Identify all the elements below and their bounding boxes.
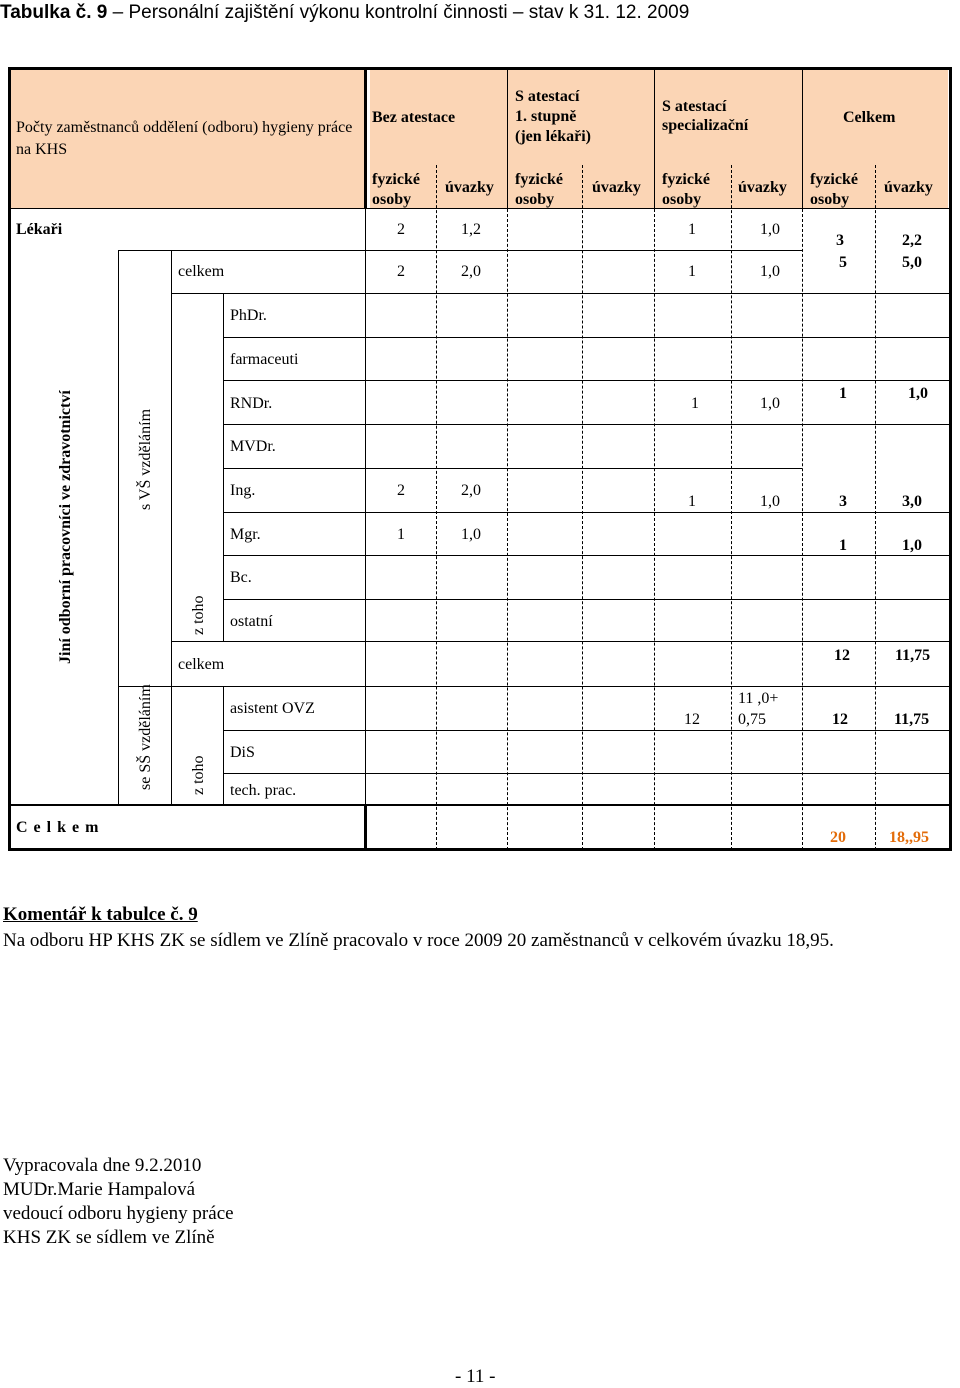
signature-line4: KHS ZK se sídlem ve Zlíně xyxy=(3,1227,215,1248)
celkem1-spec-uv: 1,0 xyxy=(760,263,780,280)
divider-total xyxy=(364,804,367,850)
mgr-bez-uv: 1,0 xyxy=(461,526,481,543)
celkem1-cel-uv: 5,0 xyxy=(902,254,922,271)
header-uv-4: úvazky xyxy=(884,179,933,196)
row-line-11 xyxy=(118,686,949,687)
row-rndr-label: RNDr. xyxy=(230,395,273,412)
mgr-cel-fo: 1 xyxy=(839,537,847,554)
row-celkem1-label: celkem xyxy=(178,263,225,280)
lekari-bez-fo: 2 xyxy=(397,221,405,238)
row-total-label: C e l k e m xyxy=(16,819,100,836)
row-line-6 xyxy=(223,468,802,469)
header-spec: S atestací specializační xyxy=(662,98,749,134)
row-line-10 xyxy=(171,641,949,642)
asistent-spec-uv-line1: 11 ,0+ xyxy=(738,690,779,707)
total-uv: 18,,95 xyxy=(889,829,929,846)
mgr-bez-fo: 1 xyxy=(397,526,405,543)
row-ing-label: Ing. xyxy=(230,482,256,499)
row-phdr-label: PhDr. xyxy=(230,307,267,324)
asistent-spec-fo: 12 xyxy=(684,711,700,728)
header-s1-line2: 1. stupně xyxy=(515,108,577,125)
label-se-ss: se SŠ vzděláním xyxy=(137,684,154,790)
table-title-bold: Tabulka č. 9 xyxy=(0,2,108,23)
struct-v3 xyxy=(223,293,224,641)
celkem1-bez-uv: 2,0 xyxy=(461,263,481,280)
header-fo-3: fyzické osoby xyxy=(662,171,710,208)
row-line-9 xyxy=(223,599,949,600)
row-line-12 xyxy=(223,730,949,731)
border-top xyxy=(8,67,952,70)
row-line-8 xyxy=(223,555,949,556)
border-left xyxy=(8,67,11,851)
row-dis-label: DiS xyxy=(230,744,255,761)
total-fo: 20 xyxy=(830,829,846,846)
dash-5 xyxy=(731,165,732,850)
dash-1 xyxy=(436,165,437,850)
row-line-13 xyxy=(223,773,949,774)
divider-header xyxy=(364,67,367,209)
row-bc-label: Bc. xyxy=(230,569,252,586)
dash-6 xyxy=(802,209,803,850)
header-s1-line1: S atestací xyxy=(515,88,580,105)
ing-cel-fo: 3 xyxy=(839,493,847,510)
signature-line3: vedoucí odboru hygieny práce xyxy=(3,1203,234,1224)
signature-line1: Vypracovala dne 9.2.2010 xyxy=(3,1155,202,1176)
lekari-bez-uv: 1,2 xyxy=(461,221,481,238)
lekari-spec-fo: 1 xyxy=(688,221,696,238)
ing-cel-uv: 3,0 xyxy=(902,493,922,510)
ing-bez-uv: 2,0 xyxy=(461,482,481,499)
comment-heading: Komentář k tabulce č. 9 xyxy=(3,904,198,925)
header-uv-3: úvazky xyxy=(738,179,787,196)
header-fo-4: fyzické osoby xyxy=(810,171,858,208)
struct-v2 xyxy=(171,250,172,804)
rndr-spec-uv: 1,0 xyxy=(760,395,780,412)
asistent-cel-uv: 11,75 xyxy=(894,711,930,728)
row-celkem2-label: celkem xyxy=(178,656,225,673)
hdr-div-2 xyxy=(654,67,655,209)
celkem1-bez-fo: 2 xyxy=(397,263,405,280)
label-jini-pracovnici: Jiní odborní pracovníci ve zdravotnictví xyxy=(57,390,74,665)
signature-line2: MUDr.Marie Hampalová xyxy=(3,1179,196,1200)
label-z-toho-1: z toho xyxy=(190,595,207,635)
row-line-5 xyxy=(223,424,949,425)
header-uv-2: úvazky xyxy=(592,179,641,196)
row-line-7 xyxy=(223,512,949,513)
lekari-cel-fo: 3 xyxy=(836,232,844,249)
rndr-cel-fo: 1 xyxy=(839,385,847,402)
hdr-div-1 xyxy=(507,67,508,209)
page-number: - 11 - xyxy=(455,1366,496,1387)
row-line-4 xyxy=(223,380,949,381)
rndr-cel-uv: 1,0 xyxy=(908,385,928,402)
asistent-cel-fo: 12 xyxy=(832,711,848,728)
ing-bez-fo: 2 xyxy=(397,482,405,499)
header-bottom-line xyxy=(8,208,952,209)
dash-2 xyxy=(507,209,508,850)
row-line-1 xyxy=(118,250,802,251)
lekari-spec-uv: 1,0 xyxy=(760,221,780,238)
struct-v4 xyxy=(223,686,224,804)
asistent-spec-uv-line2: 0,75 xyxy=(738,711,766,728)
header-col-label: Počty zaměstnanců oddělení (odboru) hygieny práce na KHS xyxy=(16,119,353,158)
dash-3 xyxy=(582,165,583,850)
row-line-3 xyxy=(223,337,949,338)
row-farm-label: farmaceuti xyxy=(230,351,299,368)
label-s-vs: s VŠ vzděláním xyxy=(137,408,154,510)
hdr-div-3 xyxy=(802,67,803,209)
row-asistent-label: asistent OVZ xyxy=(230,700,315,717)
table-title xyxy=(0,2,689,24)
header-fo-2: fyzické osoby xyxy=(515,171,563,208)
row-mvdr-label: MVDr. xyxy=(230,438,276,455)
row-line-2 xyxy=(171,293,949,294)
celkem1-spec-fo: 1 xyxy=(688,263,696,280)
row-ostatni-label: ostatní xyxy=(230,613,273,630)
celkem2-cel-fo: 12 xyxy=(834,647,850,664)
row-mgr-label: Mgr. xyxy=(230,526,261,543)
struct-v5 xyxy=(365,209,366,805)
header-fo-1: fyzické osoby xyxy=(372,171,420,208)
celkem1-cel-fo: 5 xyxy=(839,254,847,271)
header-uv-1: úvazky xyxy=(445,179,494,196)
lekari-cel-uv: 2,2 xyxy=(902,232,922,249)
border-bottom xyxy=(8,848,952,851)
row-line-total xyxy=(8,804,952,806)
row-lekari-label: Lékaři xyxy=(16,221,63,238)
dash-4 xyxy=(654,209,655,850)
mgr-cel-uv: 1,0 xyxy=(902,537,922,554)
dash-7 xyxy=(875,165,876,850)
row-tech-label: tech. prac. xyxy=(230,782,297,799)
header-bez-atestace: Bez atestace xyxy=(372,109,456,126)
ing-spec-fo: 1 xyxy=(688,493,696,510)
comment-text: Na odboru HP KHS ZK se sídlem ve Zlíně pracovalo v roce 2009 20 zaměstnanců v celkovém úvazku 18,95. xyxy=(3,930,834,951)
border-right xyxy=(949,67,952,851)
ing-spec-uv: 1,0 xyxy=(760,493,780,510)
header-s1-line3: (jen lékaři) xyxy=(515,128,591,145)
table-title-rest: – Personální zajištění výkonu kontrolní činnosti – stav k 31. 12. 2009 xyxy=(107,2,690,23)
rndr-spec-fo: 1 xyxy=(691,395,699,412)
celkem2-cel-uv: 11,75 xyxy=(895,647,931,664)
label-z-toho-2: z toho xyxy=(190,755,207,795)
struct-v1 xyxy=(118,250,119,804)
header-celkem: Celkem xyxy=(843,109,896,126)
